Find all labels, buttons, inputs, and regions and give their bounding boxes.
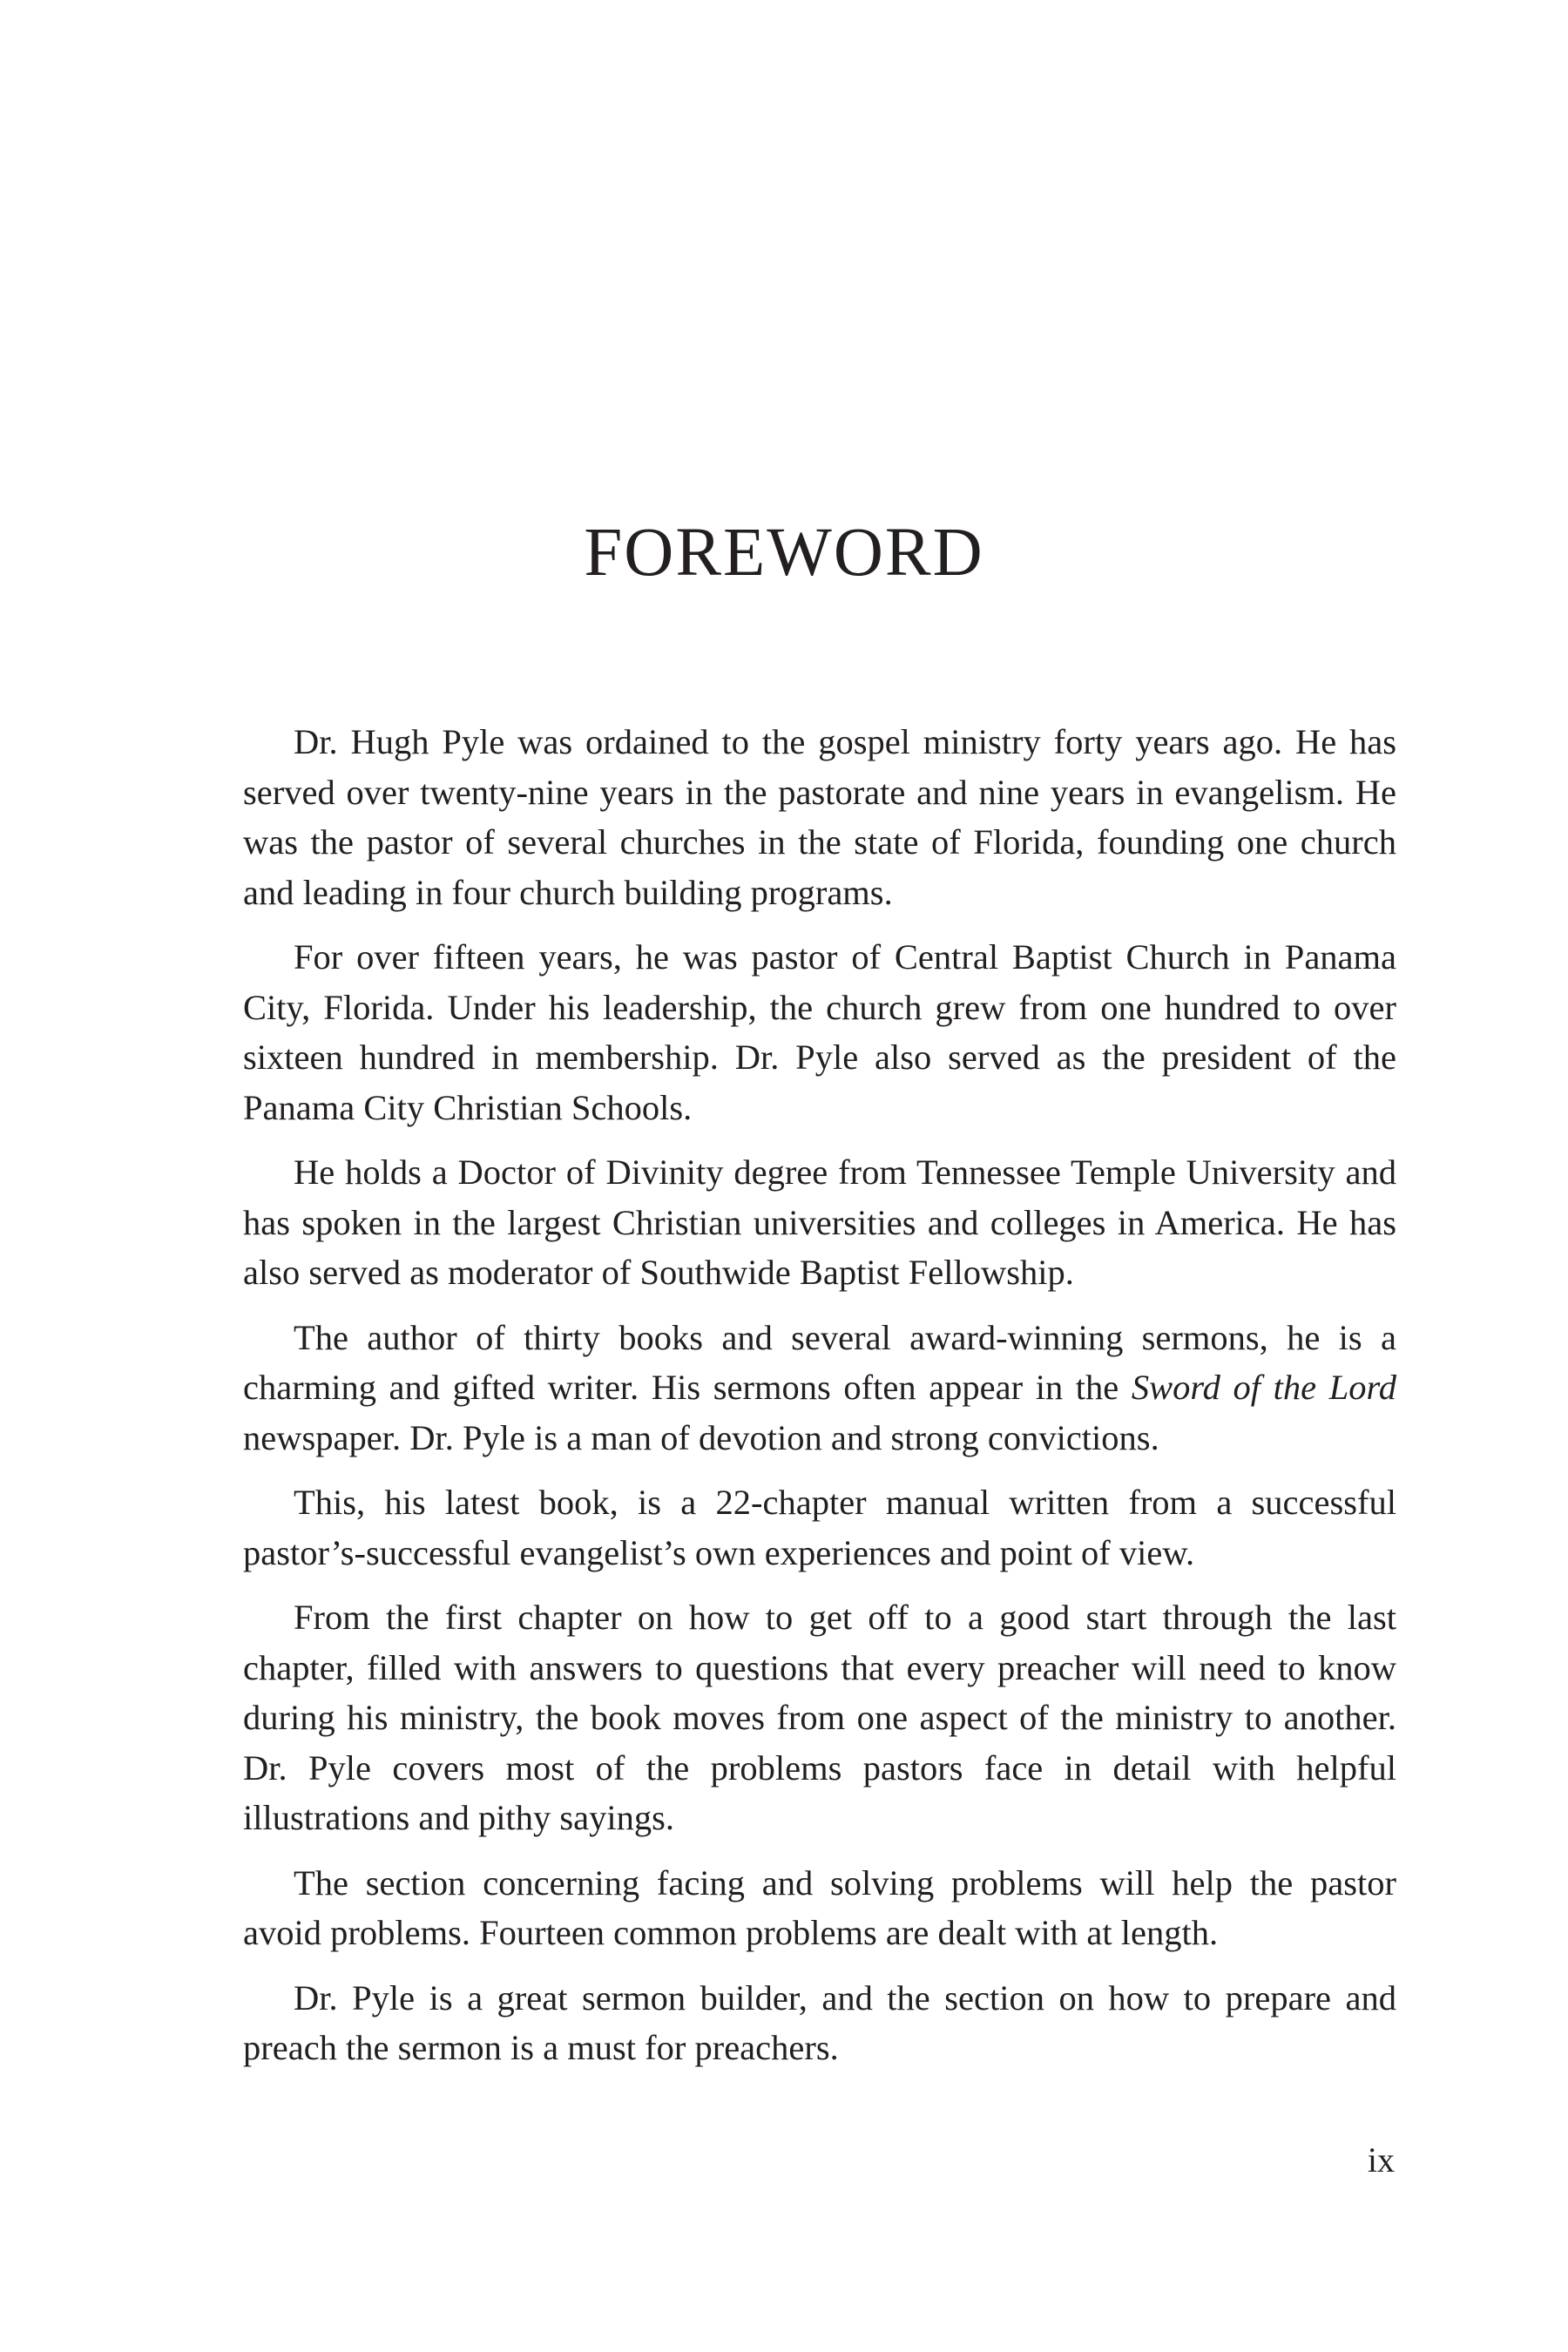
newspaper-title: Sword of the Lord bbox=[1131, 1368, 1396, 1407]
paragraph-sermon: Dr. Pyle is a great sermon builder, and the section on how to prepare and preach the sermon is a must for preachers. bbox=[243, 1977, 1396, 2067]
paragraph-author-text-start: The author of thirty books and several award-winning sermons, he is a charming and gifted writer. His sermons often appear in the bbox=[243, 1317, 1396, 1407]
page-number: ix bbox=[1367, 2140, 1395, 2180]
paragraph-chapters: From the first chapter on how to get off to a good start through the last chapter, filled with answers to questions that every preacher will need to know during his ministry, the book moves from one aspect of the ministry to another. Dr. Pyle covers most of the problems pastors face in detail with helpful illustrations and pithy sayings. bbox=[243, 1598, 1396, 1837]
paragraph-author bbox=[243, 1313, 1396, 1463]
paragraph-problems: The section concerning facing and solving problems will help the pastor avoid problems. Fourteen common problems are dealt with at length. bbox=[243, 1862, 1396, 1952]
paragraph-central-baptist: For over fifteen years, he was pastor of Central Baptist Church in Panama City, Florida. Under his leadership, the church grew from one hundred to over sixteen hundred in membership. Dr. Pyle also served as the president of the Panama City Christian Schools. bbox=[243, 937, 1396, 1127]
paragraph-ordination: Dr. Hugh Pyle was ordained to the gospel ministry forty years ago. He has served over twenty-nine years in the pastorate and nine years in evangelism. He was the pastor of several churches in the state of Florida, founding one church and leading in four church building programs. bbox=[243, 722, 1396, 912]
paragraph-degree: He holds a Doctor of Divinity degree from Tennessee Temple University and has spoken in the largest Christian universities and colleges in America. He has also served as moderator of Southwide Baptist Fellowship. bbox=[243, 1152, 1396, 1292]
paragraph-latest-book: This, his latest book, is a 22-chapter manual written from a successful pastor’s-successful evangelist’s own experiences and point of view. bbox=[243, 1483, 1396, 1572]
page-title: FOREWORD bbox=[584, 515, 984, 591]
paragraph-author-text-end: newspaper. Dr. Pyle is a man of devotion and strong convictions. bbox=[243, 1417, 1159, 1457]
foreword-body bbox=[243, 717, 1396, 2073]
